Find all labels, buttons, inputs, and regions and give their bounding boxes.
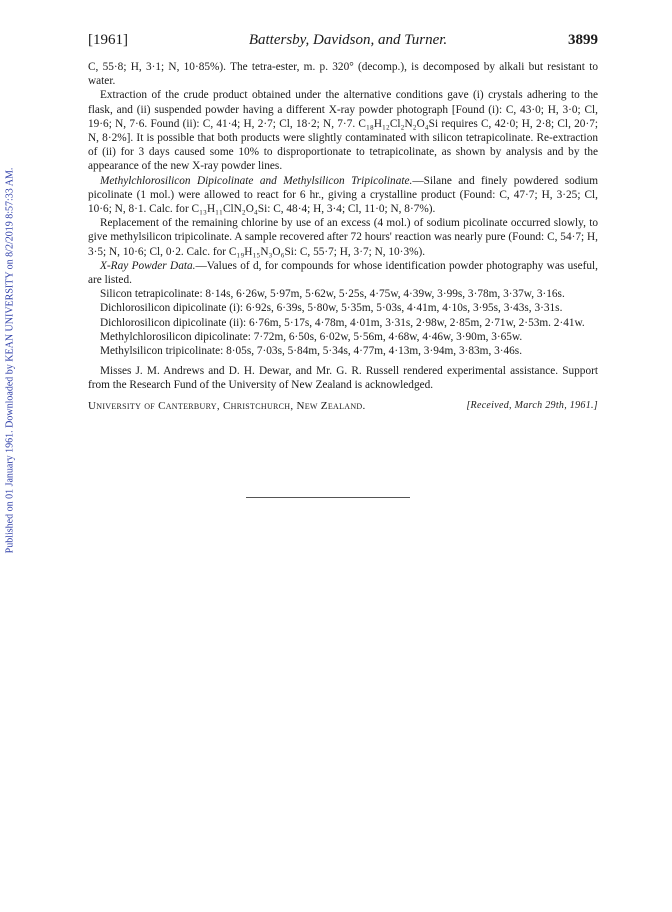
page-number: 3899 <box>568 32 598 48</box>
xray-data-line-4: Methylchlorosilicon dipicolinate: 7·72m, 6·50s, 6·02w, 5·56m, 4·68w, 4·46w, 3·90m, 3·65w. <box>100 330 523 343</box>
received-date: [Received, March 29th, 1961.] <box>466 399 598 411</box>
paragraph-5-body: —Values of d, for compounds for whose identification powder photography was useful, are listed. <box>88 259 599 287</box>
paragraph-1: C, 55·8; H, 3·1; N, 10·85%). The tetra-ester, m. p. 320° (decomp.), is decomposed by alkali but resistant to water. <box>88 61 598 88</box>
running-header <box>88 32 598 49</box>
header-year: [1961] <box>88 32 128 48</box>
acknowledgement: Misses J. M. Andrews and D. H. Dewar, and Mr. G. R. Russell rendered experimental assistance. Support from the Research Fund of the University of New Zealand is acknowledged. <box>88 365 598 392</box>
paragraph-5 <box>88 259 598 287</box>
paragraph-3-body: —Silane and finely powdered sodium picolinate (1 mol.) were allowed to react for 6 hr., giving a crystalline product (Found: C, 47·7; H, 3·25; Cl, 10·6; N, 8·1. Calc. for C₁₃H₁₁ClN₂O₄Si: C, 48·4; H, 3·4; Cl, 11·0; N, 8·7%). <box>88 174 598 216</box>
header-authors: Battersby, Davidson, and Turner. <box>248 32 448 48</box>
xray-data-line-3: Dichlorosilicon dipicolinate (ii): 6·76m, 5·17s, 4·78m, 4·01m, 3·31s, 2·98w, 2·85m, 2·71w, 2·53m. 2·41w. <box>100 316 585 329</box>
xray-data-line-2: Dichlorosilicon dipicolinate (i): 6·92s, 6·39s, 5·80w, 5·35m, 5·03s, 4·41m, 4·10s, 3·95s, 3·43s, 3·31s. <box>100 302 563 315</box>
xray-data-line-5: Methylsilicon tripicolinate: 8·05s, 7·03s, 5·84m, 5·34s, 4·77m, 4·13m, 3·94m, 3·83m, 3·46s. <box>100 345 523 358</box>
affiliation-line <box>88 399 598 413</box>
xray-data-line-1: Silicon tetrapicolinate: 8·14s, 6·26w, 5·97m, 5·62w, 5·25s, 4·75w, 4·39w, 3·99s, 3·78m, 3·37w, 3·16s. <box>100 288 565 301</box>
end-rule <box>246 497 410 498</box>
article-body <box>88 60 598 413</box>
download-watermark-text: Published on 01 January 1961. Downloaded by KEAN UNIVERSITY on 8/2/2019 8:57:33 AM. <box>4 167 16 553</box>
institution: University of Canterbury, Christchurch, New Zealand. <box>88 399 366 412</box>
section-heading-xray: X-Ray Powder Data. <box>100 259 196 272</box>
section-heading-methyl: Methylchlorosilicon Dipicolinate and Methylsilicon Tripicolinate. <box>100 174 413 187</box>
paragraph-4: Replacement of the remaining chlorine by use of an excess (4 mol.) of sodium picolinate occurred slowly, to give methylsilicon tripicolinate. A sample recovered after 72 hours' reaction was nearly pure (Found: C, 54·7; H, 3·5; N, 10·6; Cl, 0·2. Calc. for C₁₉H₁₅N₃O₆Si: C, 55·7; H, 3·7; N, 10·3%). <box>88 217 598 258</box>
download-watermark <box>4 150 16 570</box>
paragraph-2: Extraction of the crude product obtained under the alternative conditions gave (i) crystals adhering to the flask, and (ii) suspended powder having a different X-ray powder photograph [Found (i): C, 43·0; H, 3·0; Cl, 19·6; N, 7·6. Found (ii): C, 41·4; H, 2·7; Cl, 18·2; N, 7·7. C₁₈H₁₂Cl₂N₂O₄Si requires C, 42·0; H, 2·8; Cl, 20·7; N, 8·2%]. It is possible that both products were slightly contaminated with silicon tetrapicolinate. Re-extraction of (ii) for 3 days caused some 10% to disproportionate to tetrapicolinate, as shown by analysis and by the appearance of the new X-ray powder lines. <box>88 89 598 173</box>
paragraph-3 <box>88 174 598 217</box>
